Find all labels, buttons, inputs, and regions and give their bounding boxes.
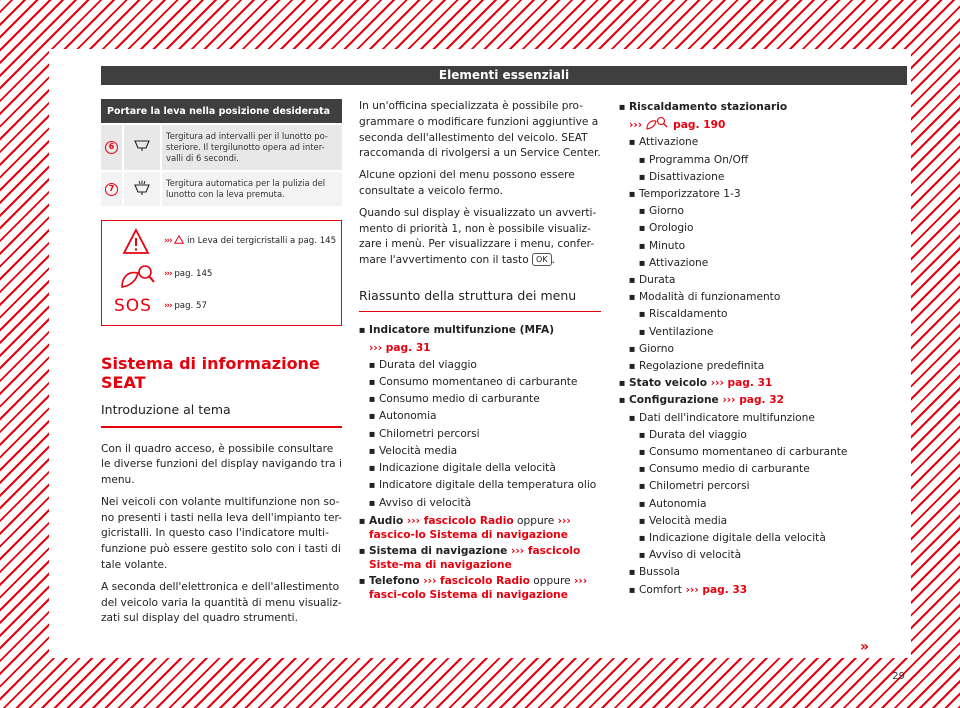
item-label: Sistema di navigazione [369, 544, 508, 557]
environment-leaf-icon [645, 116, 669, 130]
list-item: ■ Giorno [629, 341, 864, 358]
page [49, 49, 911, 682]
ref-text: in Leva dei tergicristalli a pag. 145 [184, 236, 337, 246]
list-item: ■ Velocità media [369, 443, 601, 460]
list-item [359, 544, 601, 572]
list-item: ■ Giorno [639, 203, 864, 220]
reference-row [102, 261, 341, 291]
page-ref: ››› fascicolo Radio [419, 574, 530, 587]
item-text: oppure [513, 514, 558, 527]
sos-icon: SOS [114, 296, 152, 316]
section-title: Sistema di informazione SEAT [101, 354, 320, 392]
column-middle [359, 99, 601, 604]
item-label: Modalità di funzionamento [639, 291, 781, 304]
table-row [101, 124, 342, 171]
list-item: ■ Bussola [629, 564, 864, 581]
sub-list [639, 427, 864, 565]
list-item: ■ Durata del viaggio [639, 427, 864, 444]
list-item: ■ Velocità media [639, 513, 864, 530]
list-item: ■ Avviso di velocità [639, 547, 864, 564]
list-item [619, 99, 864, 375]
list-item: ■ Autonomia [639, 496, 864, 513]
list-item: ■ Durata [629, 272, 864, 289]
page-ref: ››› fascicolo Radio [403, 514, 514, 527]
paragraph-end: . [551, 254, 555, 267]
list-item [629, 289, 864, 341]
column-left [101, 99, 342, 627]
item-label: Comfort [639, 583, 682, 596]
ref-arrows: ››› [164, 269, 172, 279]
ok-key: OK [532, 253, 552, 266]
section-subtitle: Introduzione al tema [101, 402, 231, 417]
page-ref: ››› fascicolo Siste-ma di navigazione [369, 544, 581, 571]
table-row [101, 171, 342, 206]
list-item: ■ Regolazione predefinita [629, 358, 864, 375]
list-item: ■ Consumo momentaneo di carburante [369, 374, 601, 391]
sub-list [639, 203, 864, 272]
list-item: ■ Minuto [639, 238, 864, 255]
page-ref: ››› pag. 31 [369, 341, 431, 354]
paragraph [359, 206, 601, 269]
item-label: Stato veicolo [629, 377, 708, 390]
ref-text: pag. 145 [171, 269, 213, 279]
chapter-header: Elementi essenziali [101, 66, 907, 85]
environment-leaf-icon [114, 261, 158, 291]
item-label: Configurazione [629, 394, 719, 407]
list-item: ■ Orologio [639, 220, 864, 237]
paragraph: A seconda dell'elettronica e dell'allestimento del veicolo varia la quantità di menu visualiz-zati sul display del quadro strumenti. [101, 580, 342, 625]
item-label: Audio [369, 514, 404, 527]
list-item: ■ Avviso di velocità [369, 495, 601, 512]
item-label: Telefono [369, 574, 420, 587]
list-item: ■ Indicazione digitale della velocità [369, 460, 601, 477]
list-item: ■ Chilometri percorsi [369, 426, 601, 443]
list-item [629, 134, 864, 186]
list-item [359, 514, 601, 542]
list-item: ■ Indicatore digitale della temperatura olio [369, 477, 601, 494]
list-item: ■ Consumo medio di carburante [369, 391, 601, 408]
reference-row [102, 293, 341, 323]
list-item: ■ Consumo momentaneo di carburante [639, 444, 864, 461]
row-text: Tergitura automatica per la pulizia del lunotto con la leva premuta. [161, 171, 342, 206]
sub-list [629, 410, 864, 599]
list-item: ■ Chilometri percorsi [639, 478, 864, 495]
page-ref: ››› fascico-lo Sistema di navigazione [369, 514, 571, 541]
list-item [619, 375, 864, 392]
list-item: ■ Disattivazione [639, 169, 864, 186]
list-item: ■ Ventilazione [639, 324, 864, 341]
item-text: oppure [529, 574, 574, 587]
paragraph: Con il quadro acceso, è possibile consultare le diverse funzioni del display navigando tra i menu. [101, 442, 342, 487]
sub-list [369, 357, 601, 512]
wiper-table [101, 99, 342, 206]
menu-list [619, 99, 864, 599]
item-label: Riscaldamento stazionario [629, 101, 788, 113]
wiper-rear-interval-icon [133, 139, 151, 153]
warning-small-icon [174, 235, 184, 244]
list-item: ■ Consumo medio di carburante [639, 461, 864, 478]
ref-text: pag. 57 [171, 301, 207, 311]
list-item: ■ Durata del viaggio [369, 357, 601, 374]
list-item: ■ Attivazione [639, 255, 864, 272]
item-label: Temporizzatore 1-3 [639, 188, 741, 201]
column-right [619, 99, 864, 599]
page-number: 29 [892, 671, 905, 682]
paragraph: In un'officina specializzata è possibile pro-grammare o modificare funzioni aggiuntive a seconda dell'allestimento del veicolo. SEAT raccomanda di rivolgersi a un Service Center. [359, 100, 601, 160]
list-item: ■ Programma On/Off [639, 152, 864, 169]
ref-arrows: ››› [629, 119, 643, 132]
wiper-rear-washer-icon [133, 180, 151, 196]
continued-marker: » [859, 639, 869, 655]
paragraph-text: Quando sul display è visualizzato un avverti-mento di priorità 1, non è possibile visualiz-zare i menù. Per visualizzare i menu, confer-mare l'avvertimento con il tasto [359, 206, 597, 267]
row-text: Tergitura ad intervalli per il lunotto po-steriore. Il tergilunotto opera ad inter-valli di 6 secondi. [161, 124, 342, 171]
list-item: ■ Riscaldamento [639, 306, 864, 323]
page-ref: ››› pag. 31 [707, 377, 773, 390]
menu-list [359, 322, 601, 601]
sub-list [639, 152, 864, 186]
page-ref: ››› pag. 32 [718, 394, 784, 407]
list-item: ■ Autonomia [369, 408, 601, 425]
item-label: Attivazione [639, 136, 699, 149]
reference-row [102, 227, 341, 257]
table-heading: Portare la leva nella posizione desiderata [101, 99, 342, 124]
paragraph: Nei veicoli con volante multifunzione non so-no presenti i tasti nella leva dell'impianto ter-gicristalli. In questo caso l'indicatore multi-funzione può essere gestito solo con i tasti di tale volante. [101, 495, 343, 572]
paragraph: Alcune opzioni del menu possono essere consultate a veicolo fermo. [359, 169, 575, 197]
ref-arrows: ››› [164, 301, 172, 311]
list-item [629, 186, 864, 272]
list-item [629, 582, 864, 599]
item-label: Dati dell'indicatore multifunzione [639, 411, 815, 424]
list-item: ■ Indicazione digitale della velocità [639, 530, 864, 547]
row-number: 6 [105, 141, 118, 154]
menu-structure-heading: Riassunto della struttura dei menu [359, 287, 577, 303]
item-label: Indicatore multifunzione (MFA) [369, 324, 555, 337]
list-item [359, 322, 601, 511]
ref-arrows: ››› [164, 236, 172, 246]
page-ref: ››› pag. 33 [681, 583, 748, 596]
list-item [359, 574, 601, 602]
row-number: 7 [105, 183, 118, 196]
page-ref: pag. 190 [669, 119, 726, 132]
sub-list [639, 306, 864, 340]
list-item [619, 392, 864, 598]
list-item [629, 410, 864, 565]
reference-box [101, 220, 342, 326]
page-ref: ››› fasci-colo Sistema di navigazione [369, 574, 588, 601]
warning-triangle-icon [114, 227, 158, 257]
sub-list [629, 134, 864, 375]
